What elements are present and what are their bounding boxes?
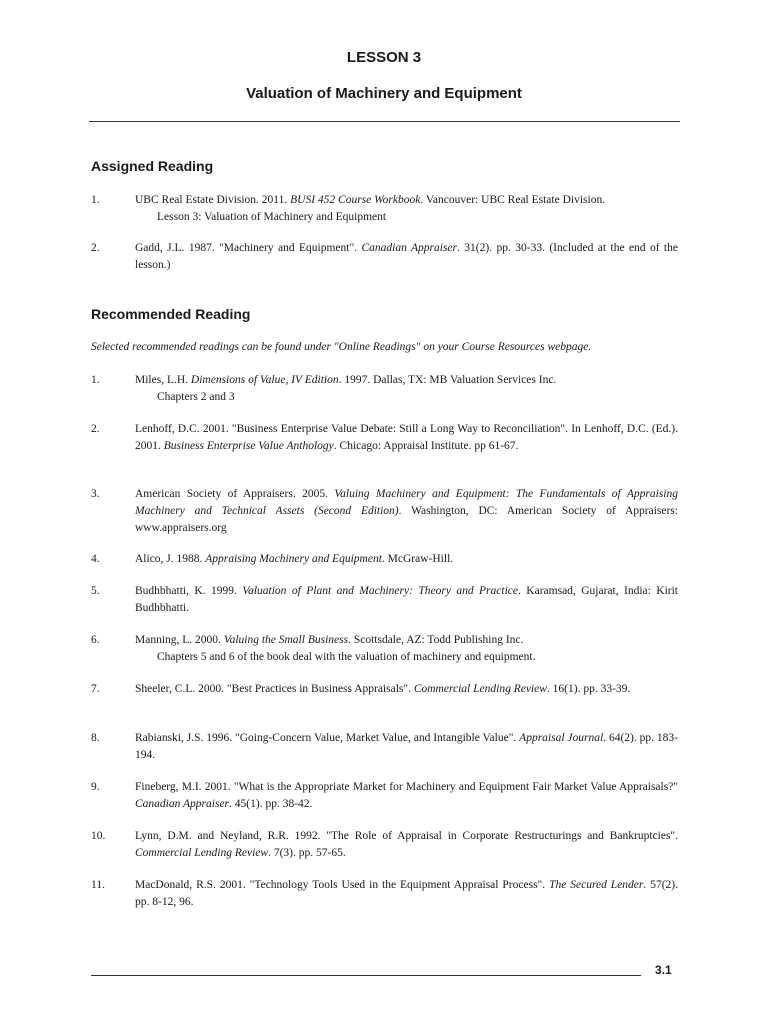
citation-note: Chapters 5 and 6 of the book deal with the valuation of machinery and equipment.	[157, 651, 536, 663]
citation-text: . McGraw-Hill.	[381, 553, 454, 565]
citation-text: MacDonald, R.S. 2001. "Technology Tools Used in the Equipment Appraisal Process".	[135, 879, 550, 891]
citation-title: Commercial Lending Review	[413, 683, 547, 695]
citation-title: Canadian Appraiser	[361, 242, 458, 254]
lesson-title: Valuation of Machinery and Equipment	[246, 85, 522, 102]
citation-title: BUSI 452 Course Workbook	[290, 194, 421, 206]
citation-title: Commercial Lending Review	[135, 847, 269, 859]
citation-text: . Washington, DC: American Society of Appraisers: www.appraisers.org	[135, 505, 678, 534]
item-number: 6.	[91, 634, 100, 646]
citation-title: Business Enterprise Value Anthology	[163, 440, 334, 452]
citation-title: Valuing the Small Business	[223, 634, 349, 646]
item-number: 3.	[91, 488, 100, 500]
citation-text: . 64(2). pp. 183-194.	[135, 732, 678, 761]
citation-text: . Scottsdale, AZ: Todd Publishing Inc.	[348, 634, 524, 646]
item-number: 10.	[91, 830, 106, 842]
citation-title: The Secured Lender	[549, 879, 644, 891]
citation-text: Budhbhatti, K. 1999.	[135, 585, 243, 597]
citation-title: Dimensions of Value, IV Edition	[190, 374, 339, 386]
citation-text: UBC Real Estate Division. 2011.	[135, 194, 291, 206]
item-number: 7.	[91, 683, 100, 695]
item-number: 4.	[91, 553, 100, 565]
citation-text: Lenhoff, D.C. 2001. "Business Enterprise Value Debate: Still a Long Way to Reconciliation". In Lenhoff, D.C. (Ed.). 2001.	[135, 423, 678, 452]
item-number: 9.	[91, 781, 100, 793]
item-number: 5.	[91, 585, 100, 597]
recommended-reading-heading: Recommended Reading	[91, 306, 251, 322]
citation-title: Appraisal Journal	[519, 732, 604, 744]
footer-divider	[91, 975, 641, 976]
citation-note: Lesson 3: Valuation of Machinery and Equipment	[157, 211, 387, 223]
item-number: 2.	[91, 242, 100, 254]
citation-text: Manning, L. 2000.	[135, 634, 224, 646]
item-number: 1.	[91, 374, 100, 386]
citation-title: Canadian Appraiser	[135, 798, 230, 810]
item-number: 1.	[91, 194, 100, 206]
citation-text: . 45(1). pp. 38-42.	[229, 798, 313, 810]
item-number: 11.	[91, 879, 105, 891]
page-number: 3.1	[655, 963, 672, 977]
citation-text: . 7(3). pp. 57-65.	[268, 847, 346, 859]
citation-text: Fineberg, M.I. 2001. "What is the Appropriate Market for Machinery and Equipment Fair Market Value Appraisals?"	[135, 781, 678, 793]
title-divider	[89, 121, 680, 122]
citation-text: Miles, L.H.	[135, 374, 191, 386]
citation-text: Sheeler, C.L. 2000. "Best Practices in Business Appraisals".	[135, 683, 414, 695]
citation-text: . 16(1). pp. 33-39.	[546, 683, 631, 695]
item-number: 2.	[91, 423, 100, 435]
citation-text: Lynn, D.M. and Neyland, R.R. 1992. "The Role of Appraisal in Corporate Restructurings and Bankruptcies".	[135, 830, 678, 842]
citation-note: Chapters 2 and 3	[157, 391, 235, 403]
citation-text: . Chicago: Appraisal Institute. pp 61-67.	[333, 440, 519, 452]
citation-text: . 57(2). pp. 8-12, 96.	[135, 879, 678, 908]
online-readings-note: Selected recommended readings can be found under "Online Readings" on your Course Resources webpage.	[91, 341, 592, 353]
citation-title: Appraising Machinery and Equipment	[205, 553, 382, 565]
citation-text: American Society of Appraisers. 2005.	[135, 488, 335, 500]
citation-text: . Vancouver: UBC Real Estate Division.	[420, 194, 606, 206]
assigned-reading-heading: Assigned Reading	[91, 158, 214, 174]
citation-text: Rabianski, J.S. 1996. "Going-Concern Value, Market Value, and Intangible Value".	[135, 732, 520, 744]
citation-title: Valuation of Plant and Machinery: Theory and Practice	[242, 585, 518, 597]
citation-text: . 31(2). pp. 30-33. (Included at the end of the lesson.)	[135, 242, 678, 271]
citation-title: Valuing Machinery and Equipment: The Fundamentals of Appraising Machinery and Technical Assets (Second Edition)	[135, 488, 678, 517]
item-number: 8.	[91, 732, 100, 744]
citation-text: Alico, J. 1988.	[135, 553, 206, 565]
citation-text: . 1997. Dallas, TX: MB Valuation Services Inc.	[338, 374, 557, 386]
citation-text: . Karamsad, Gujarat, India: Kirit Budhbhatti.	[135, 585, 678, 614]
citation-text: Gadd, J.L. 1987. "Machinery and Equipment".	[135, 242, 362, 254]
lesson-number: LESSON 3	[346, 49, 422, 66]
